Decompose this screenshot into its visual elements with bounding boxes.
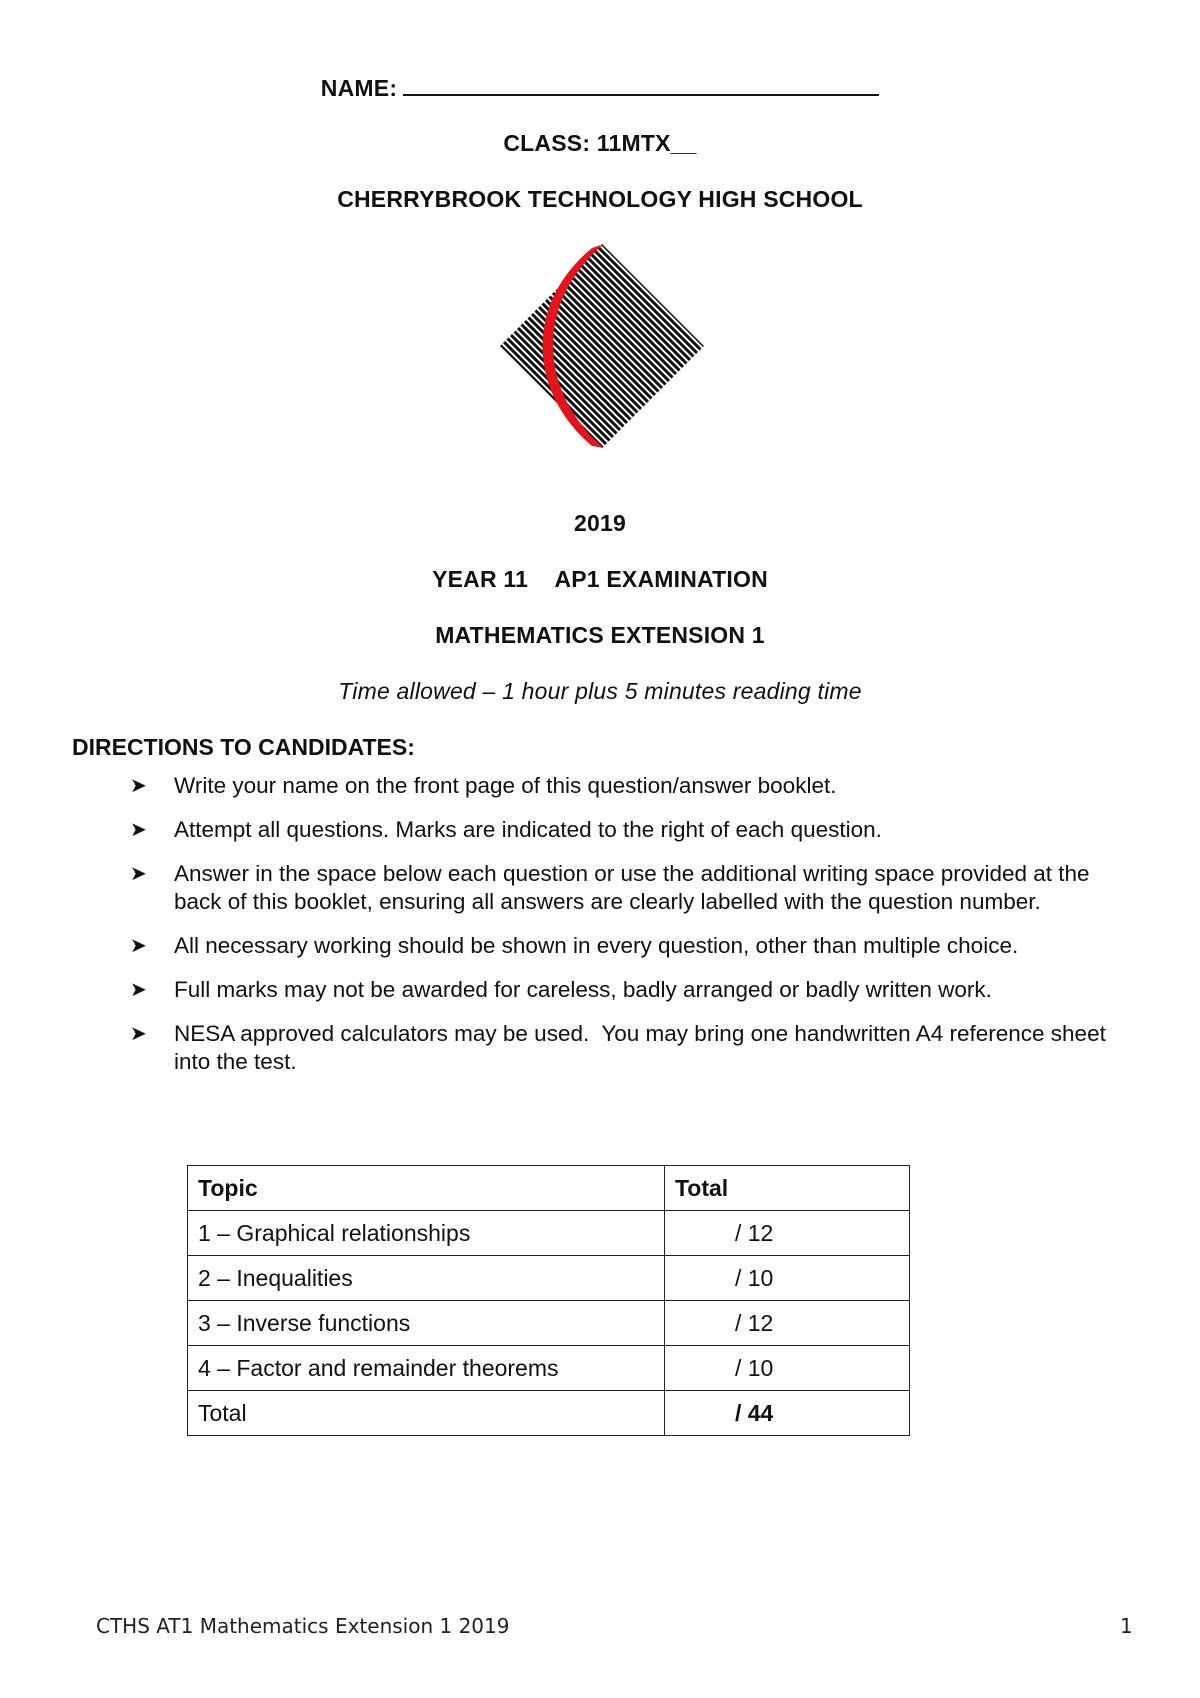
table-row <box>188 1211 910 1256</box>
direction-item <box>126 860 1136 916</box>
marks-table <box>187 1165 910 1436</box>
arrow-bullet-icon: ➤ <box>130 819 147 841</box>
exam-subject: MATHEMATICS EXTENSION 1 <box>435 622 765 648</box>
topic-cell: 4 – Factor and remainder theorems <box>188 1346 665 1391</box>
name-blank-line <box>403 74 879 96</box>
topic-cell: 3 – Inverse functions <box>188 1301 665 1346</box>
directions-heading: DIRECTIONS TO CANDIDATES: <box>72 734 415 760</box>
header-topic: Topic <box>188 1166 665 1211</box>
mark-cell: / 10 <box>664 1346 909 1391</box>
direction-text: Full marks may not be awarded for careless, badly arranged or badly written work. <box>174 977 992 1002</box>
direction-text: NESA approved calculators may be used. You may bring one handwritten A4 reference sheet into the test. <box>174 1021 1106 1074</box>
mark-cell: / 12 <box>664 1211 909 1256</box>
header-total: Total <box>664 1166 909 1211</box>
name-label: NAME: <box>320 75 398 101</box>
exam-year: 2019 <box>574 510 626 536</box>
arrow-bullet-icon: ➤ <box>130 775 147 797</box>
table-row <box>188 1256 910 1301</box>
time-allowed: Time allowed – 1 hour plus 5 minutes reading time <box>338 678 862 704</box>
logo-stripes <box>496 240 708 452</box>
arrow-bullet-icon: ➤ <box>130 979 147 1001</box>
direction-text: Answer in the space below each question or use the additional writing space provided at the back of this booklet, ensuring all answers are clearly labelled with the question number. <box>174 861 1090 914</box>
table-row <box>188 1301 910 1346</box>
exam-title: YEAR 11 AP1 EXAMINATION <box>432 566 768 592</box>
table-header-row <box>188 1166 910 1211</box>
table-row <box>188 1346 910 1391</box>
footer-title: CTHS AT1 Mathematics Extension 1 2019 <box>96 1614 510 1638</box>
direction-item <box>126 932 1136 960</box>
direction-item <box>126 772 1136 800</box>
topic-cell: 1 – Graphical relationships <box>188 1211 665 1256</box>
page-number: 1 <box>1120 1614 1133 1638</box>
direction-item <box>126 1020 1136 1076</box>
directions-list <box>126 772 1136 1092</box>
mark-cell: / 10 <box>664 1256 909 1301</box>
direction-item <box>126 816 1136 844</box>
direction-text: Write your name on the front page of this question/answer booklet. <box>174 773 837 798</box>
arrow-bullet-icon: ➤ <box>130 863 147 885</box>
direction-text: All necessary working should be shown in every question, other than multiple choice. <box>174 933 1019 958</box>
name-field <box>0 74 1200 102</box>
mark-cell: / 12 <box>664 1301 909 1346</box>
mark-cell: / 44 <box>664 1391 909 1436</box>
school-name: CHERRYBROOK TECHNOLOGY HIGH SCHOOL <box>337 186 863 212</box>
arrow-bullet-icon: ➤ <box>130 1023 147 1045</box>
direction-text: Attempt all questions. Marks are indicated to the right of each question. <box>174 817 882 842</box>
topic-cell: 2 – Inequalities <box>188 1256 665 1301</box>
direction-item <box>126 976 1136 1004</box>
arrow-bullet-icon: ➤ <box>130 935 147 957</box>
table-total-row <box>188 1391 910 1436</box>
school-logo-icon <box>496 240 708 452</box>
class-label: CLASS: 11MTX__ <box>503 130 697 156</box>
topic-cell: Total <box>188 1391 665 1436</box>
